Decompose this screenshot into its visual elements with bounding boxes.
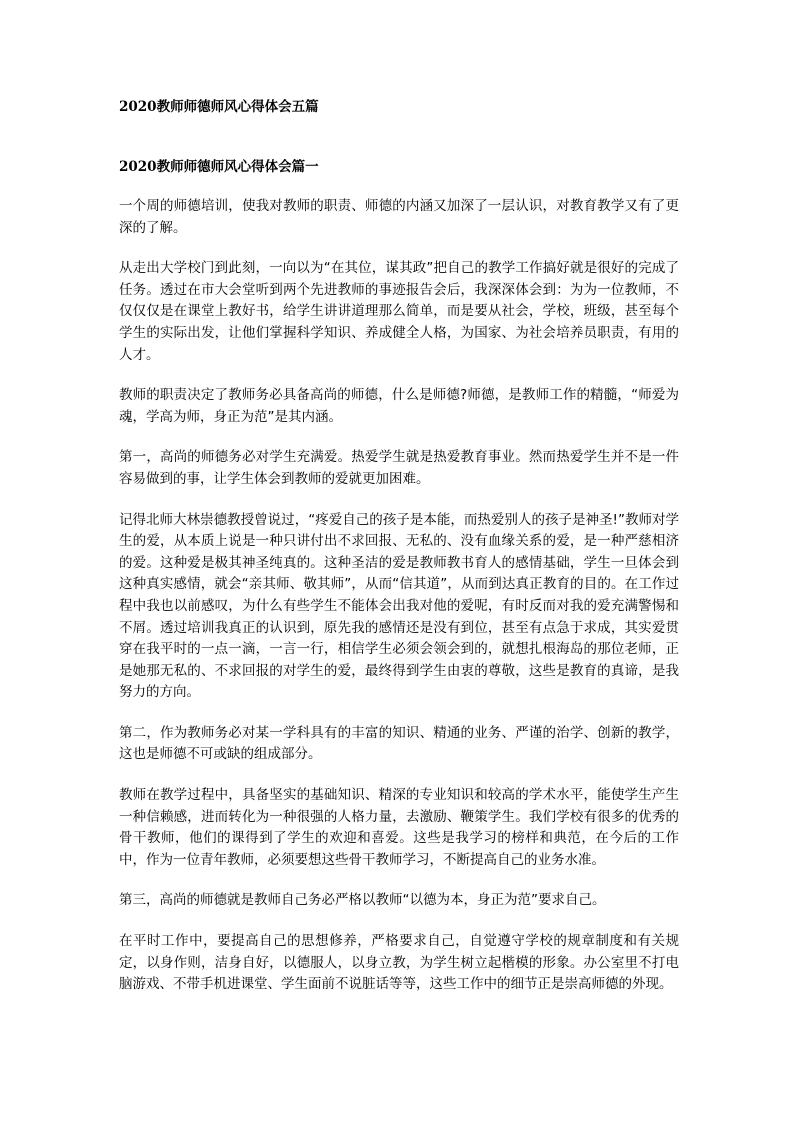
paragraph-1: 一个周的师德培训，使我对教师的职责、师德的内涵又加深了一层认识，对教育教学又有了更深的了解。 (119, 198, 679, 236)
paragraph-8: 第三，高尚的师德就是教师自己务必严格以教师“以德为本，身正为范”要求自己。 (119, 892, 606, 909)
section-title: 2020教师师德师风心得体会篇一 (119, 159, 319, 175)
paragraph-3: 教师的职责决定了教师务必具备高尚的师德，什么是师德?师德，是教师工作的精髓，“师爱为魂，学高为师，身正为范”是其内涵。 (119, 387, 679, 425)
paragraph-7: 教师在教学过程中，具备坚实的基础知识、精深的专业知识和较高的学术水平，能使学生产生一种信赖感，进而转化为一种很强的人格力量，去激励、鞭策学生。我们学校有很多的优秀的骨干教师，他们的课得到了学生的欢迎和喜爱。这些是我学习的榜样和典范，在今后的工作中，作为一位青年教师，必须要想这些骨干教师学习，不断提高自己的业务水准。 (119, 787, 679, 868)
paragraph-9: 在平时工作中，要提高自己的思想修养，严格要求自己，自觉遵守学校的规章制度和有关规定，以身作则，洁身自好，以德服人，以身立教，为学生树立起楷模的形象。办公室里不打电脑游戏、不带手机进课堂、学生面前不说脏话等等，这些工作中的细节正是崇高师德的外现。 (119, 933, 679, 993)
document-title: 2020教师师德师风心得体会五篇 (119, 99, 319, 115)
paragraph-5: 记得北师大林崇德教授曾说过，“疼爱自己的孩子是本能，而热爱别人的孩子是神圣!”教师对学生的爱，从本质上说是一种只讲付出不求回报、无私的、没有血缘关系的爱，是一种严慈相济的爱。这种爱是极其神圣纯真的。这种圣洁的爱是教师教书育人的感情基础，学生一旦体会到这种真实感情，就会“亲其师、敬其师”，从而“信其道”，从而到达真正教育的目的。在工作过程中我也以前感叹，为什么有些学生不能体会出我对他的爱呢，有时反而对我的爱充满警惕和不屑。透过培训我真正的认识到，原先我的感情还是没有到位，甚至有点急于求成，其实爱贯穿在我平时的一点一滴，一言一行，相信学生必须会领会到的，就想扎根海岛的那位老师，正是她那无私的、不求回报的对学生的爱，最终得到学生由衷的尊敬，这些是教育的真谛，是我努力的方向。 (119, 511, 679, 701)
paragraph-4: 第一，高尚的师德务必对学生充满爱。热爱学生就是热爱教育事业。然而热爱学生并不是一件容易做到的事，让学生体会到教师的爱就更加困难。 (119, 449, 679, 487)
document-page (119, 96, 679, 1015)
paragraph-2: 从走出大学校门到此刻，一向以为“在其位，谋其政”把自己的教学工作搞好就是很好的完成了任务。透过在市大会堂听到两个先进教师的事迹报告会后，我深深体会到：为为一位教师，不仅仅仅是在课堂上教好书，给学生讲讲道理那么简单，而是要从社会，学校，班级，甚至每个学生的实际出发，让他们掌握科学知识、养成健全人格，为国家、为社会培养员职责，有用的人才。 (119, 260, 679, 363)
paragraph-6: 第二，作为教师务必对某一学科具有的丰富的知识、精通的业务、严谨的治学、创新的教学，这也是师德不可或缺的组成部分。 (119, 724, 679, 763)
